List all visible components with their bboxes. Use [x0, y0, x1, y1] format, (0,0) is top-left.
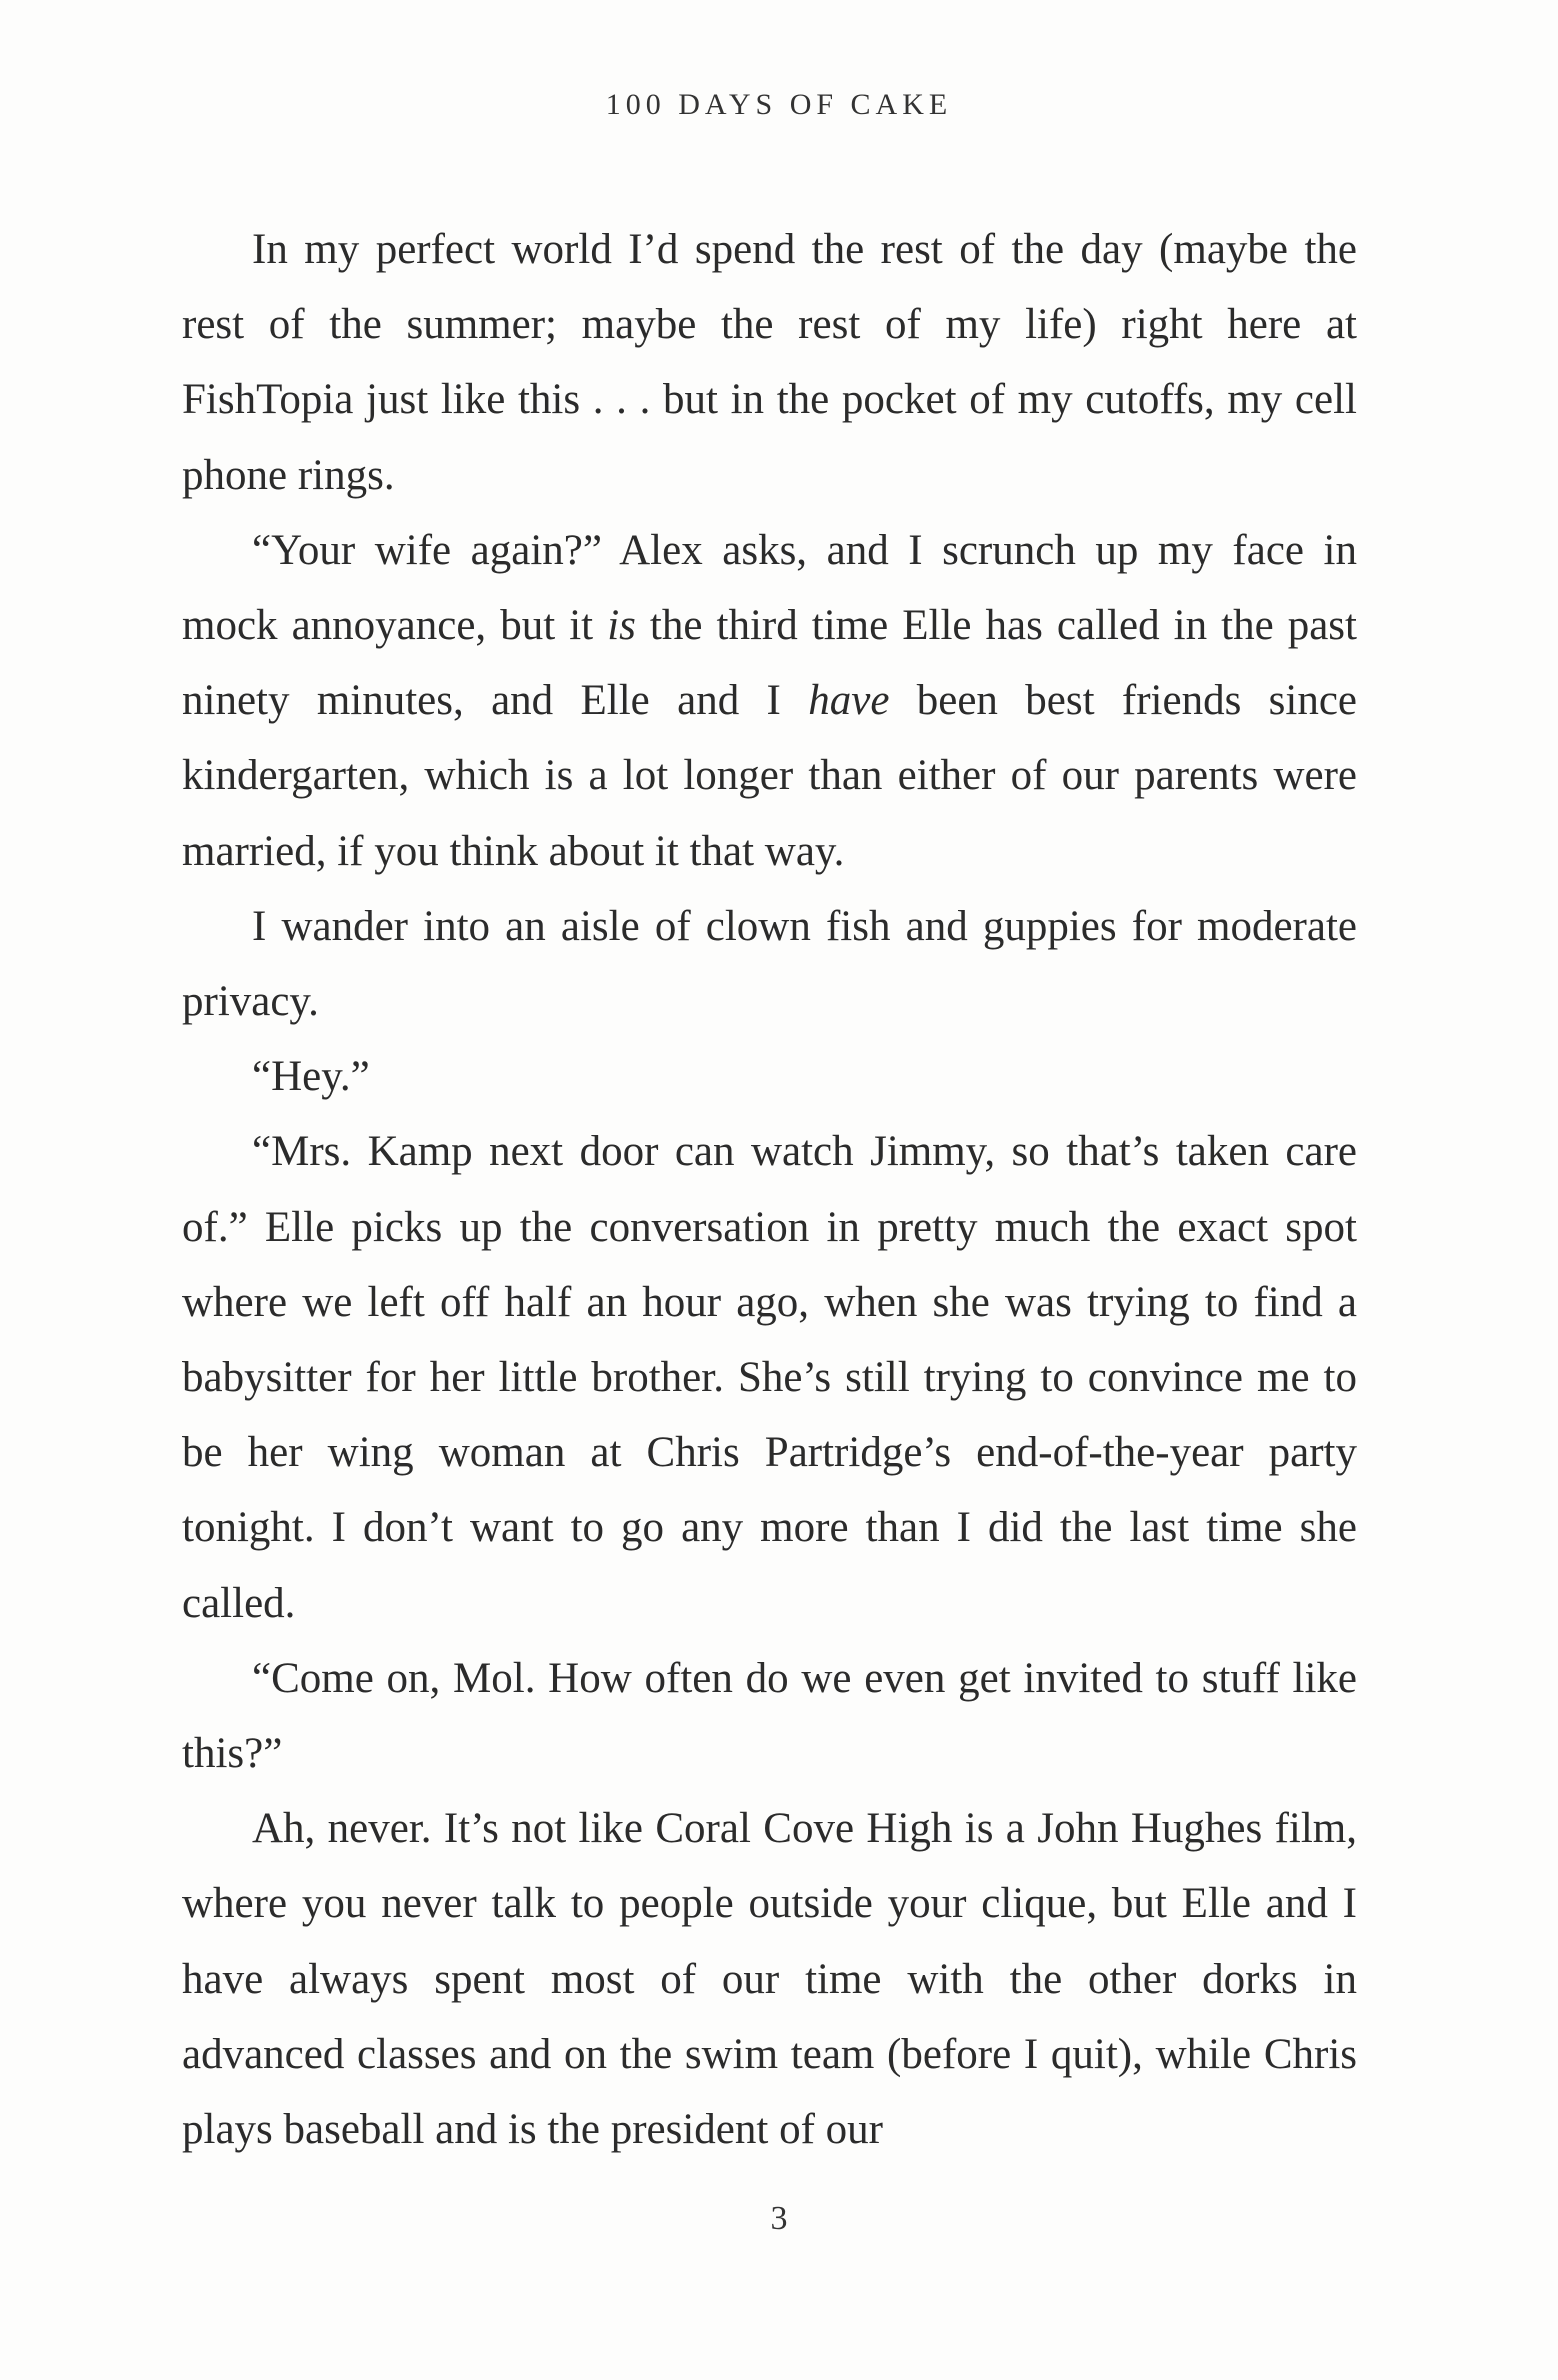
text-run: In my perfect world I’d spend the rest of the day (maybe the rest of the summer; maybe the rest of my life) right here at FishTopia just like this . . . but in the pocket of my cutoffs, my cell phone rings. [182, 226, 1357, 499]
text-run: “Come on, Mol. How often do we even get invited to stuff like this?” [182, 1654, 1357, 1778]
text-run: “Mrs. Kamp next door can watch Jimmy, so that’s taken care of.” Elle picks up the conversation in pretty much the exact spot where we left off half an hour ago, when she was trying to find a babysitter for her little brother. She’s still trying to convince me to be her wing woman at Chris Partridge’s end-of-the-year party tonight. I don’t want to go any more than I did the last time she called. [182, 1128, 1357, 1627]
paragraph-6 [182, 1641, 1357, 1791]
running-head: 100 DAYS OF CAKE [605, 88, 953, 121]
page-number: 3 [770, 2200, 788, 2237]
paragraph-1 [182, 212, 1357, 513]
text-run: I wander into an aisle of clown fish and guppies for moderate privacy. [182, 902, 1357, 1026]
text-run: “Your wife again?” Alex asks, and I scrunch up my face in mock annoyance, but it [182, 526, 1357, 650]
body-text [182, 212, 1357, 2167]
paragraph-4 [182, 1039, 1357, 1114]
paragraph-5 [182, 1114, 1357, 1640]
italic-run: have [808, 677, 890, 725]
italic-run: is [607, 602, 636, 650]
paragraph-3 [182, 889, 1357, 1039]
text-run: “Hey.” [252, 1053, 370, 1101]
text-run: been best friends since kindergarten, which is a lot longer than either of our parents were married, if you think about it that way. [182, 677, 1357, 875]
paragraph-2 [182, 513, 1357, 889]
text-run: Ah, never. It’s not like Coral Cove High is a John Hughes film, where you never talk to people outside your clique, but Elle and I have always spent most of our time with the other dorks in advanced classes and on the swim team (before I quit), while Chris plays baseball and is the president of our [182, 1805, 1357, 2154]
paragraph-7 [182, 1791, 1357, 2167]
text-run: the third time Elle has called in the past ninety minutes, and Elle and I [182, 602, 1357, 725]
